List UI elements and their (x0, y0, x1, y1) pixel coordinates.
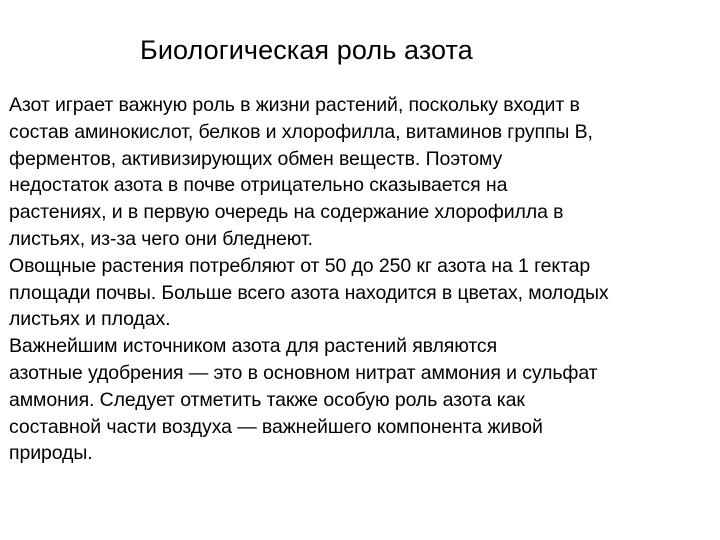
body-line: азотные удобрения — это в основном нитрат аммония и сульфат (9, 361, 598, 384)
body-line: природы. (9, 442, 93, 465)
body-line: площади почвы. Больше всего азота находится в цветах, молодых (9, 281, 609, 304)
slide-body-text (9, 92, 709, 467)
body-line: аммония. Следует отметить также особую роль азота как (9, 388, 525, 411)
slide-title: Биологическая роль азота (140, 35, 473, 65)
body-line: ферментов, активизирующих обмен веществ. Поэтому (9, 147, 503, 170)
body-line: Важнейшим источником азота для растений являются (9, 335, 498, 358)
body-line: листьях, из-за чего они бледнеют. (9, 227, 313, 250)
body-line: составной части воздуха — важнейшего компонента живой (9, 415, 543, 438)
body-line: Азот играет важную роль в жизни растений, поскольку входит в (9, 94, 580, 116)
body-line: листьях и плодах. (9, 308, 171, 331)
body-line: недостаток азота в почве отрицательно сказывается на (9, 174, 508, 197)
body-line: состав аминокислот, белков и хлорофилла, витаминов группы В, (9, 120, 593, 143)
body-line: Овощные растения потребляют от 50 до 250 кг азота на 1 гектар (9, 254, 591, 277)
body-line: растениях, и в первую очередь на содержание хлорофилла в (9, 201, 564, 224)
